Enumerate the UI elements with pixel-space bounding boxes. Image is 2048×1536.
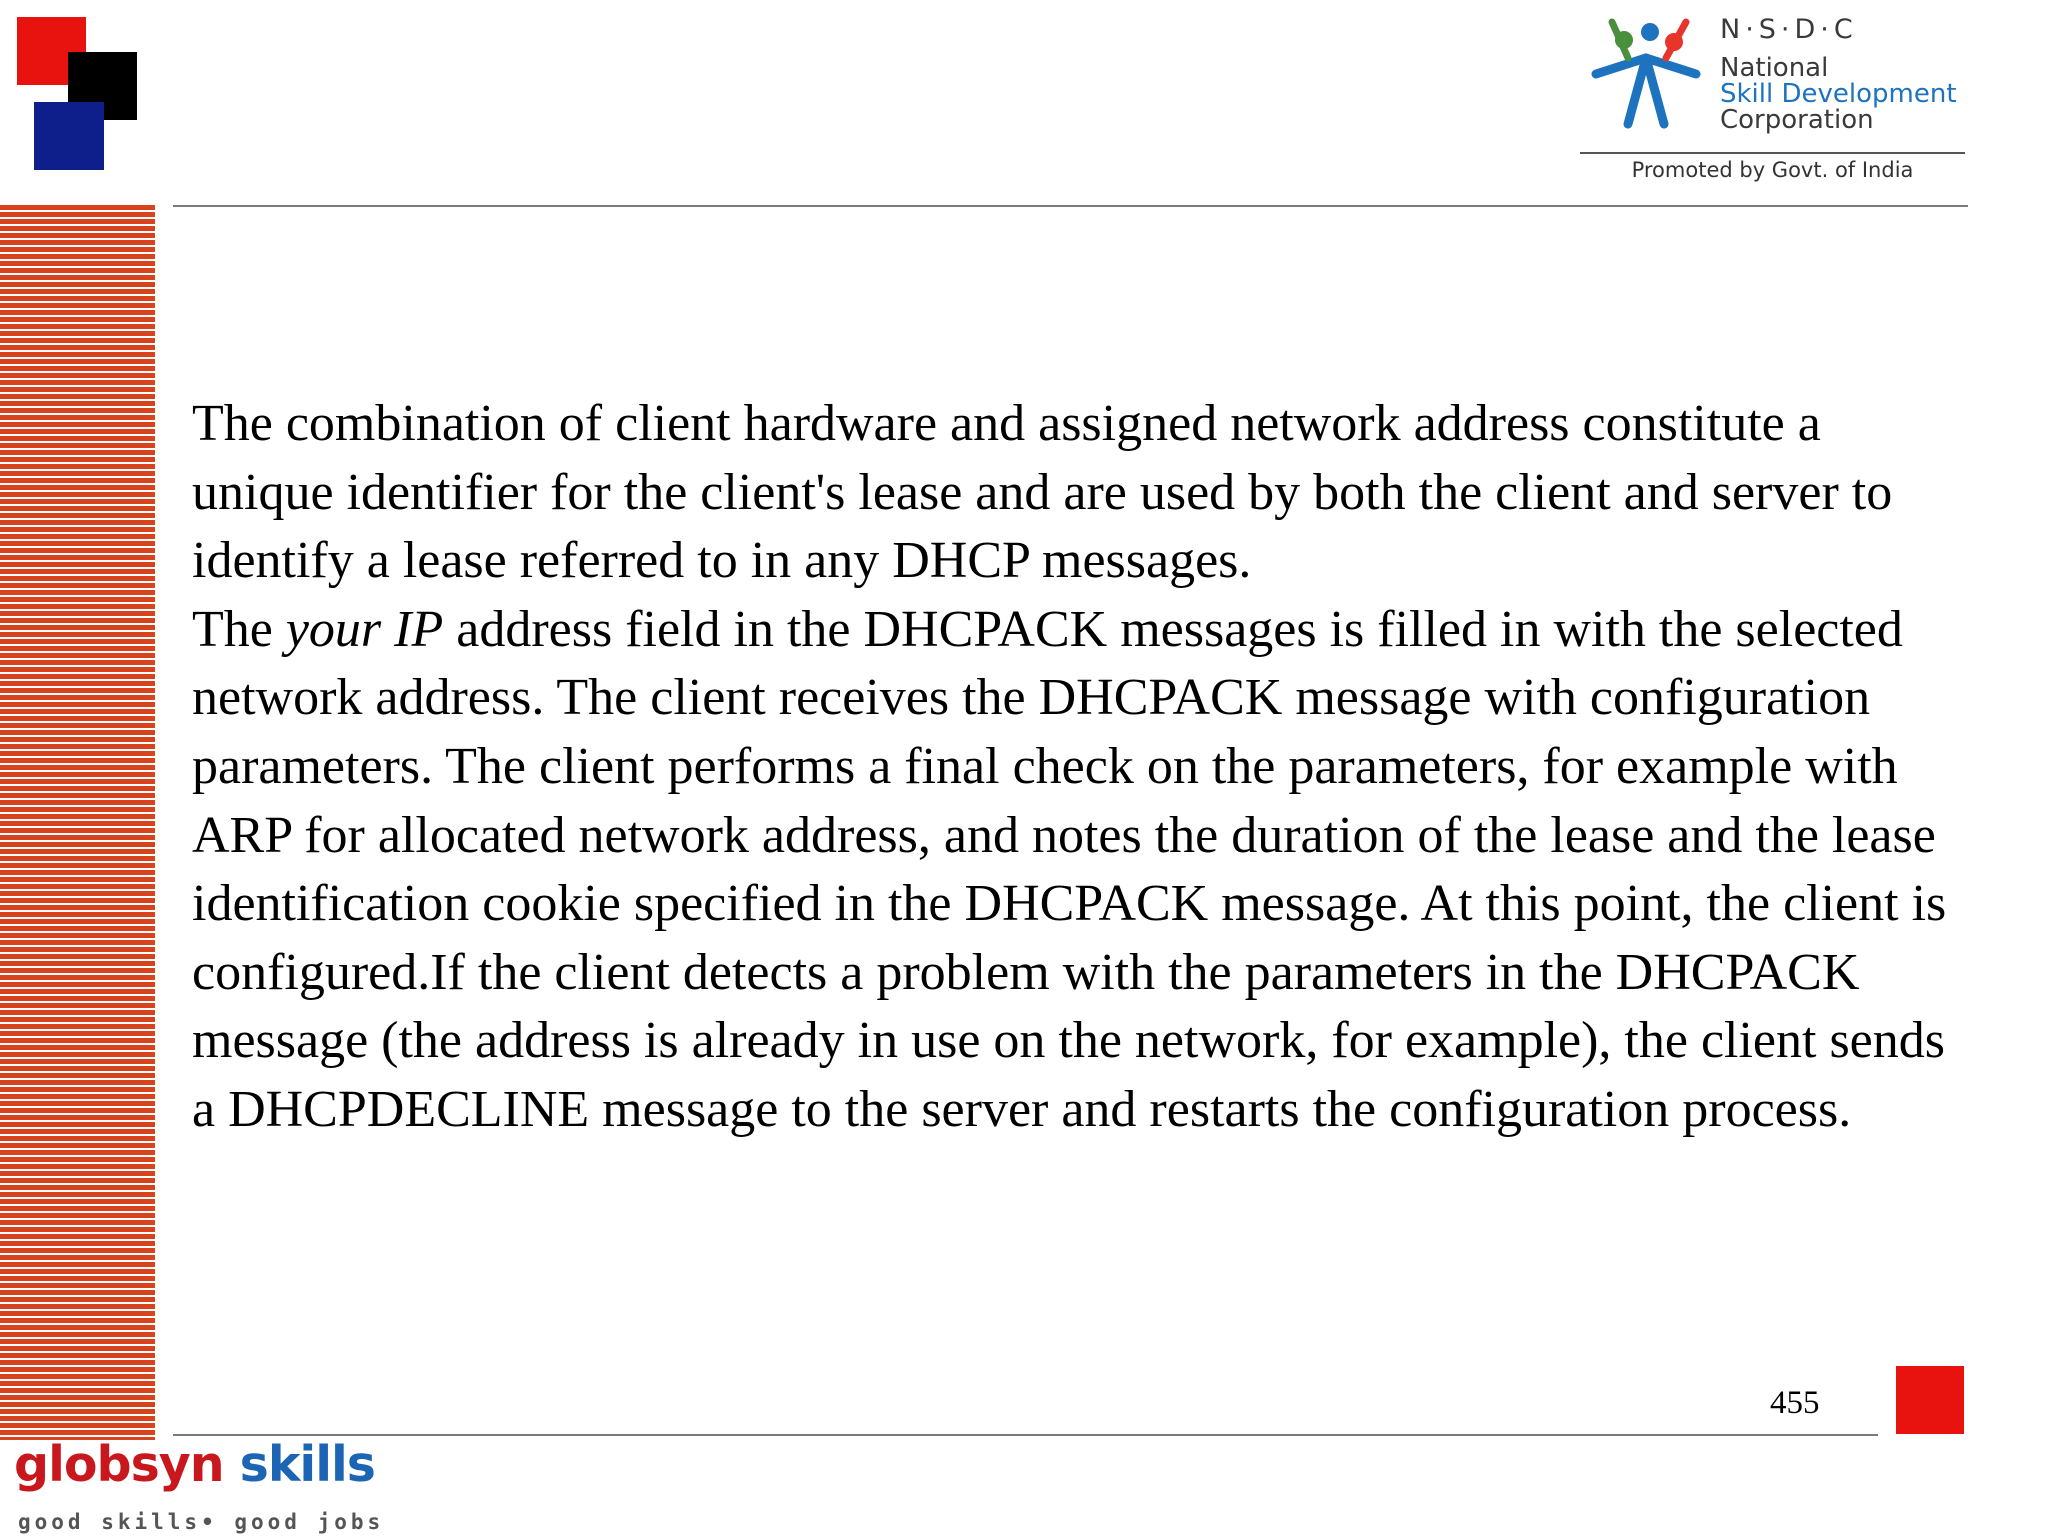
paragraph-2 — [192, 596, 1962, 1145]
nsdc-promo-text: Promoted by Govt. of India — [1631, 158, 1914, 182]
paragraph-2-italic: your IP — [285, 600, 444, 658]
slide-body — [192, 390, 1962, 1145]
corner-square-blue — [34, 102, 104, 170]
nsdc-line-corporation: Corporation — [1720, 105, 1874, 135]
striped-sidebar — [0, 205, 155, 1440]
nsdc-line-skill-development: Skill Development — [1720, 79, 1957, 109]
page-number: 455 — [1770, 1385, 1820, 1421]
globsyn-logo — [14, 1436, 375, 1493]
brand-globsyn: globsyn — [14, 1436, 224, 1493]
corner-square-bottom — [1896, 1366, 1964, 1434]
bottom-rule — [173, 1434, 1878, 1436]
paragraph-2-rest: address field in the DHCPACK messages is filled in with the selected network address. The client receives the DHCPACK message with configuration parameters. The client performs a final check on the parameters, for example with ARP for allocated network address, and notes the duration of the lease and the lease identification cookie specified in the DHCPACK message. At this point, the client is configured.If the client detects a problem with the parameters in the DHCPACK message (the address is already in use on the network, for example), the client sends a DHCPDECLINE message to the server and restarts the configuration process. — [192, 600, 1947, 1138]
nsdc-brand: N·S·D·C — [1720, 14, 1858, 45]
brand-tagline: good skills• good jobs — [18, 1510, 385, 1534]
top-rule — [173, 205, 1968, 207]
brand-skills: skills — [239, 1436, 375, 1493]
nsdc-logo-icon — [1588, 14, 1706, 132]
nsdc-line-national: National — [1720, 53, 1829, 83]
logo-divider — [1580, 152, 1965, 154]
paragraph-1: The combination of client hardware and assigned network address constitute a unique identifier for the client's lease and are used by both the client and server to identify a lease referred to in any DHCP messages. — [192, 395, 1893, 590]
paragraph-2-start: The — [192, 600, 286, 658]
